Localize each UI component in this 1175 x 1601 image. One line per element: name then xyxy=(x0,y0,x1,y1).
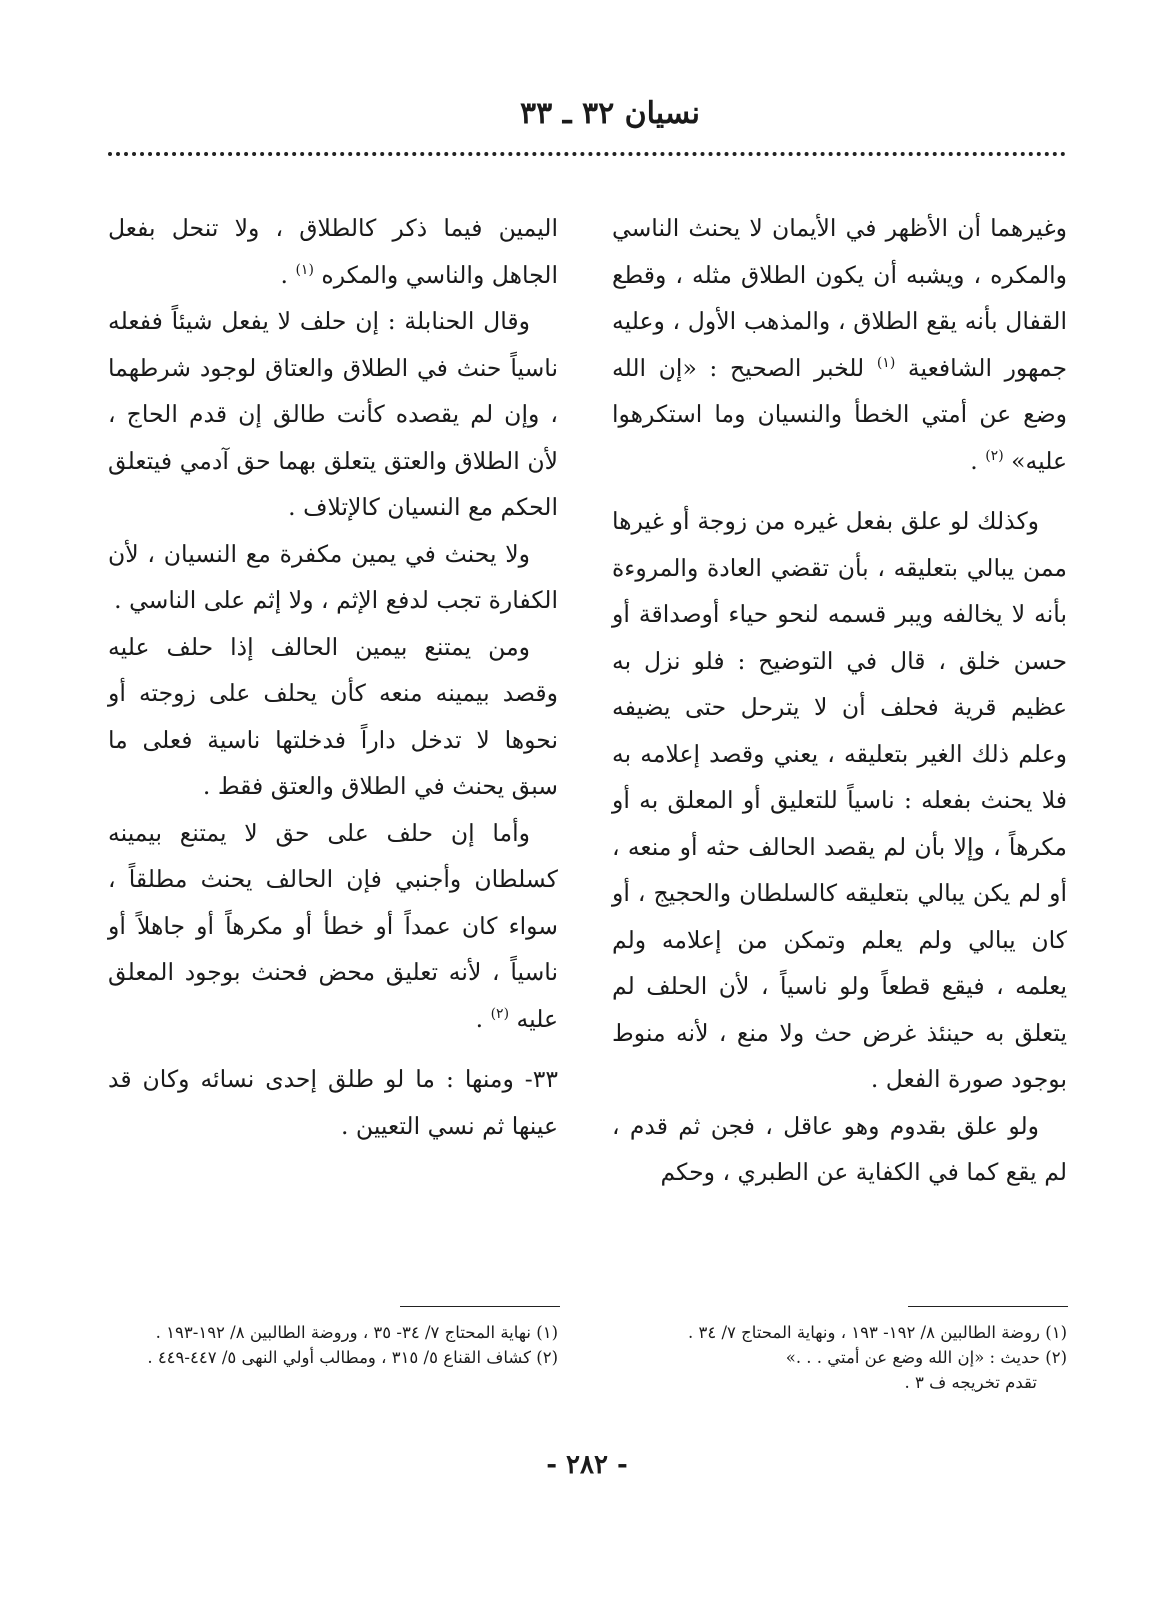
page-number: - ٢٨٢ - xyxy=(546,1450,628,1480)
paragraph-text: . xyxy=(970,446,986,475)
page-header-title: نسيان ٣٢ ـ ٣٣ xyxy=(520,96,700,131)
footnote-rule xyxy=(400,1306,560,1307)
header-dotted-rule xyxy=(108,152,1066,156)
paragraph-text: للخبر الصحيح : «إن الله وضع عن أمتي الخطأ والنسيان وما استكرهوا عليه» xyxy=(612,353,1067,475)
footnote: (١) روضة الطالبين ٨/ ١٩٢- ١٩٣ ، ونهاية المحتاج ٧/ ٣٤ . xyxy=(687,1323,1067,1342)
footnotes-right xyxy=(612,1320,1067,1395)
paragraph xyxy=(108,205,558,298)
paragraph xyxy=(612,205,1067,484)
paragraph: ولو علق بقدوم وهو عاقل ، فجن ثم قدم ، لم يقع كما في الكفاية عن الطبري ، وحكم xyxy=(612,1111,1067,1186)
paragraph xyxy=(108,810,558,1043)
paragraph: ومن يمتنع بيمين الحالف إذا حلف عليه وقصد بيمينه منعه كأن يحلف على زوجته أو نحوها لا تدخل داراً فدخلتها ناسية فعلى ما سبق يحنث في الطلاق والعتق فقط . xyxy=(108,632,558,800)
paragraph-text: وأما إن حلف على حق لا يمتنع بيمينه كسلطان وأجنبي فإن الحالف يحنث مطلقاً ، سواء كان عمداً أو خطأ أو مكرهاً أو جاهلاً أو ناسياً ، لأنه تعليق محض فحنث بوجود المعلق عليه xyxy=(108,818,558,1033)
footnote-ref: (١) xyxy=(295,261,314,278)
footnote: (٢) حديث : «إن الله وضع عن أمتي . . .» xyxy=(785,1348,1067,1367)
left-text-column xyxy=(108,205,558,1149)
paragraph-text: وغيرهما أن الأظهر في الأيمان لا يحنث الناسي والمكره ، ويشبه أن يكون الطلاق مثله ، وقطع القفال بأنه يقع الطلاق ، والمذهب الأول ، وعليه جمهور الشافعية xyxy=(612,214,1068,382)
footnote-ref: (٢) xyxy=(490,1005,510,1022)
footnote: (٢) كشاف القناع ٥/ ٣١٥ ، ومطالب أولي النهى ٥/ ٤٤٧-٤٤٩ . xyxy=(147,1348,558,1367)
right-text-column xyxy=(612,205,1067,1196)
footnote-ref: (٢) xyxy=(985,447,1004,464)
paragraph-text: . xyxy=(280,260,296,289)
paragraph-text: . xyxy=(475,1004,491,1033)
footnote-ref: (١) xyxy=(876,354,896,371)
paragraph: وكذلك لو علق بفعل غيره من زوجة أو غيرها ممن يبالي بتعليقه ، بأن تقضي العادة والمروءة بأنه لا يخالفه ويبر قسمه لنحو حياء أوصداقة أو حسن خلق ، قال في التوضيح : فلو نزل به عظيم قرية فحلف أن لا يترحل حتى يضيفه وعلم ذلك الغير بتعليقه ، يعني وقصد إعلامه به فلا يحنث بفعله : ناسياً للتعليق أو المعلق به أو مكرهاً ، وإلا بأن لم يقصد الحالف حثه أو منعه ، أو لم يكن يبالي بتعليقه كالسلطان والحجيج ، أو كان يبالي ولم يعلم وتمكن من إعلامه ولم يعلمه ، فيقع قطعاً ولو ناسياً ، لأن الحلف لم يتعلق به حينئذ غرض حث ولا منع ، لأنه منوط بوجود صورة الفعل . xyxy=(612,507,1067,1093)
footnote-continuation: تقدم تخريجه ف ٣ . xyxy=(904,1373,1037,1392)
section-paragraph-33: ٣٣- ومنها : ما لو طلق إحدى نسائه وكان قد عينها ثم نسي التعيين . xyxy=(108,1065,558,1140)
paragraph: ولا يحنث في يمين مكفرة مع النسيان ، لأن الكفارة تجب لدفع الإثم ، ولا إثم على الناسي . xyxy=(108,539,558,614)
footnote-rule xyxy=(908,1306,1068,1307)
paragraph: وقال الحنابلة : إن حلف لا يفعل شيئاً ففعله ناسياً حنث في الطلاق والعتاق لوجود شرطهما ، وإن لم يقصده كأنت طالق إن قدم الحاج ، لأن الطلاق والعتق يتعلق بهما حق آدمي فيتعلق الحكم مع النسيان كالإتلاف . xyxy=(108,307,558,521)
footnotes-left xyxy=(108,1320,558,1370)
footnote: (١) نهاية المحتاج ٧/ ٣٤- ٣٥ ، وروضة الطالبين ٨/ ١٩٢-١٩٣ . xyxy=(155,1323,558,1342)
paragraph-text: اليمين فيما ذكر كالطلاق ، ولا تنحل بفعل الجاهل والناسي والمكره xyxy=(108,214,558,289)
